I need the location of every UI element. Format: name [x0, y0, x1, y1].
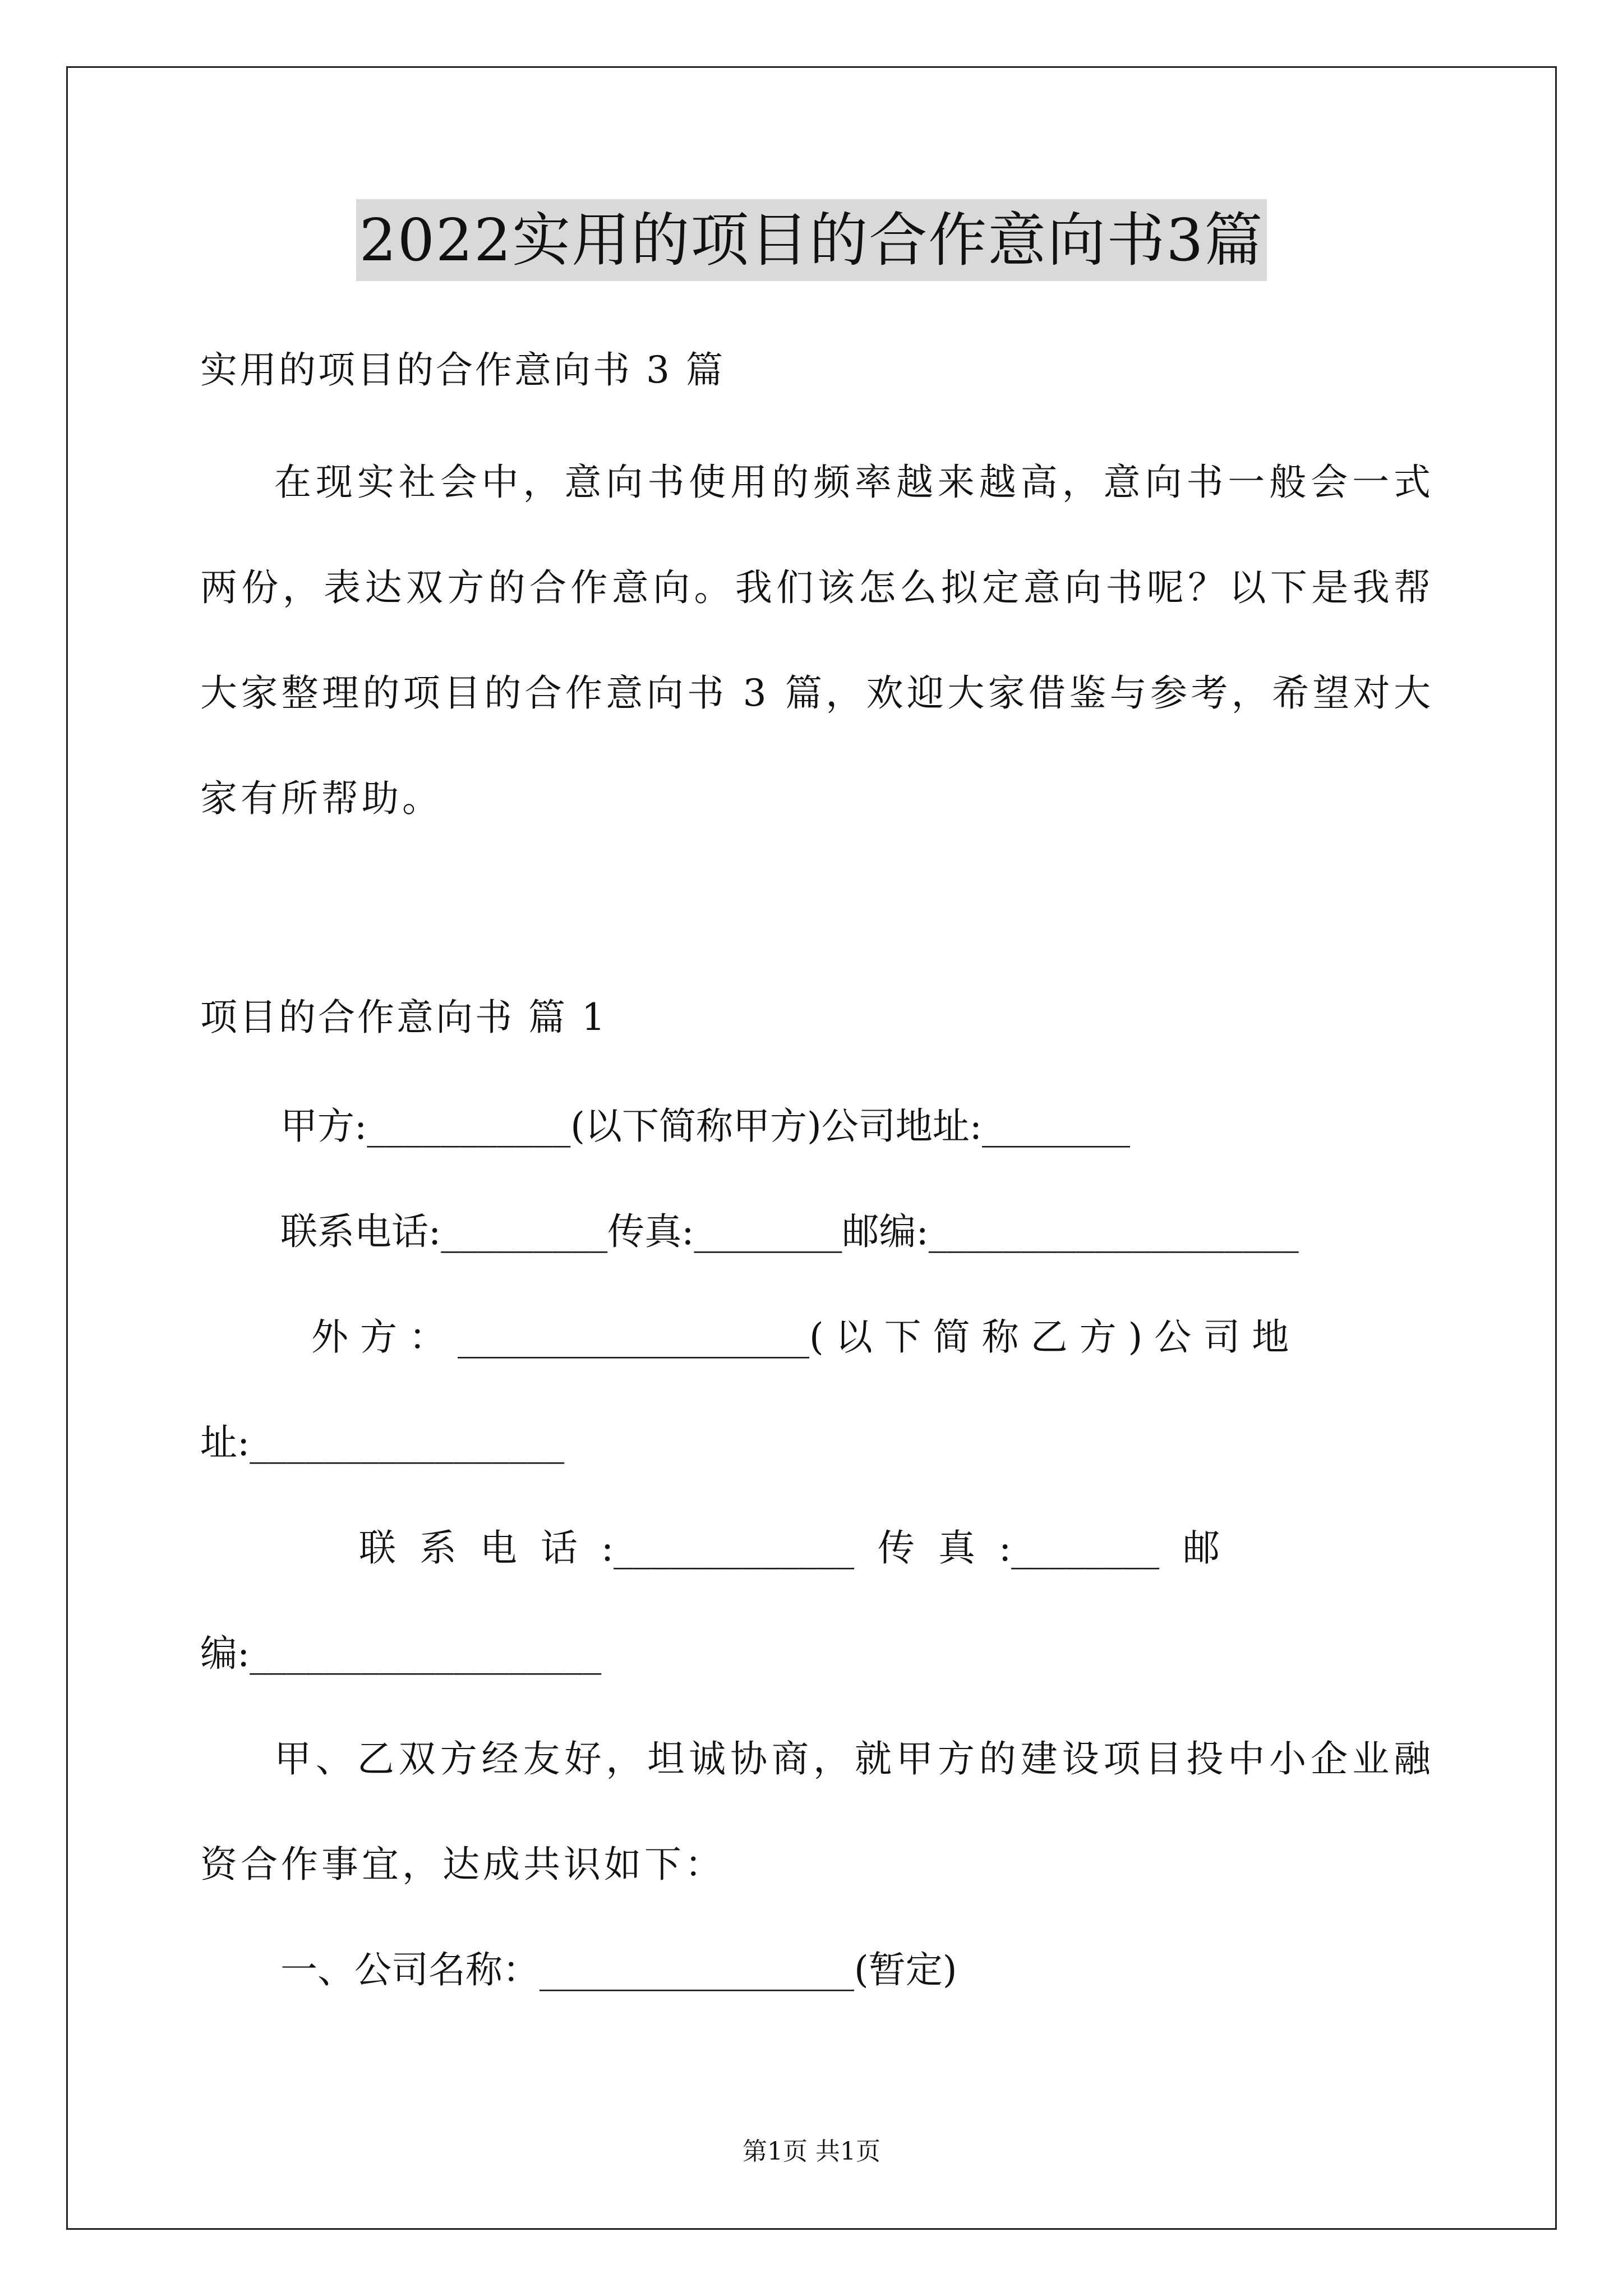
intro-paragraph: 在现实社会中，意向书使用的频率越来越高，意向书一般会一式两份，表达双方的合作意向。我们该怎么拟定意向书呢？以下是我帮大家整理的项目的合作意向书 3 篇，欢迎大家借鉴与参考，希望对大家有所帮助。 — [200, 461, 1434, 820]
title-container — [0, 199, 1623, 281]
document-title: 2022实用的项目的合作意向书3篇 — [356, 199, 1267, 281]
party-a-line: 甲方:___________(以下简称甲方)公司地址:________ — [280, 1105, 1130, 1148]
party-b-postcode-line: 编:___________________ — [200, 1632, 602, 1675]
document-subtitle: 实用的项目的合作意向书 3 篇 — [200, 348, 725, 392]
party-a-contact-line: 联系电话:_________传真:________邮编:____________________ — [280, 1210, 1299, 1253]
agreement-paragraph: 甲、乙双方经友好，坦诚协商，就甲方的建设项目投中小企业融资合作事宜，达成共识如下： — [200, 1737, 1434, 1886]
section-heading: 项目的合作意向书 篇 1 — [200, 996, 607, 1039]
party-b-address-line: 址:_________________ — [200, 1421, 565, 1464]
item-one-line: 一、公司名称：_________________(暂定) — [280, 1948, 957, 1991]
page-footer: 第1页 共1页 — [743, 2137, 880, 2166]
party-b-line: 外 方 ： ___________________( 以 下 简 称 乙 方 ) 公 司 地 — [311, 1315, 1289, 1359]
party-b-contact-line: 联 系 电 话 :_____________ 传 真 :________ 邮 — [359, 1526, 1220, 1570]
